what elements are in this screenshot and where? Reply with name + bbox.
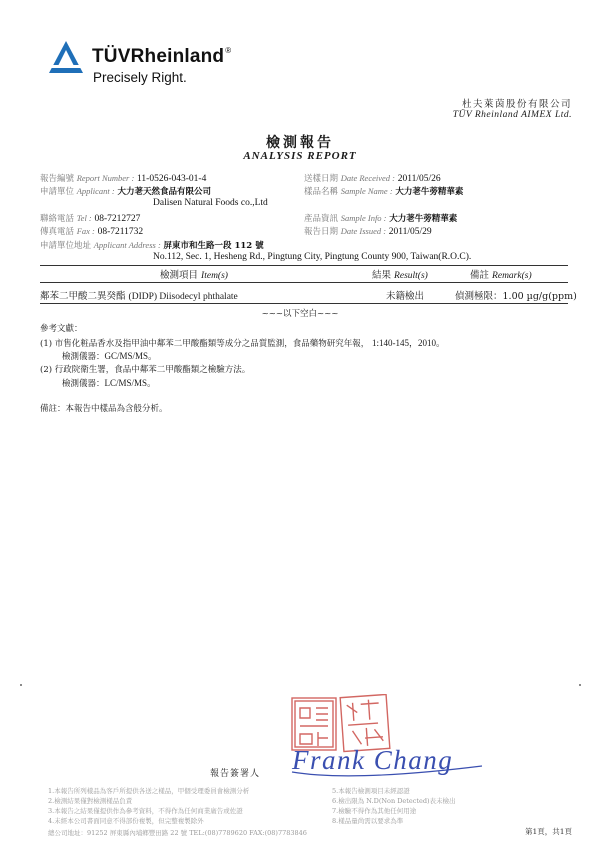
signatory-label: 報告簽署人 [210, 769, 261, 779]
page-number: 第1頁，共1頁 [524, 827, 572, 836]
address-value-zh: 屏東市和生路一段 112 號 [163, 241, 264, 251]
company-name-zh: 杜夫萊茵股份有限公司 [461, 99, 572, 110]
header-item: 檢測項目 Item(s) [160, 270, 228, 281]
fax-row: 傳真電話 Fax : 08-7211732 [40, 226, 144, 237]
scan-dot [579, 684, 581, 686]
reference-1: (1) 市售化粧品香水及指甲油中鄰苯二甲酸酯類等成分之品質監測，食品藥物研究年報， 1:140-145，2010。 [40, 338, 445, 349]
date-issued-row: 報告日期 Date Issued : 2011/05/29 [304, 226, 432, 237]
applicant-value-en: Dalisen Natural Foods co.,Ltd [153, 198, 268, 208]
applicant-value-zh: 大力荖天然食品有限公司 [117, 187, 211, 197]
footer-address: 總公司地址：91252 屏東縣內埔鄉豐田路 22 號 TEL:(08)7789620 FAX:(08)7783846 [48, 829, 307, 837]
signature-name: Frank Chang [292, 745, 454, 775]
scan-dot [20, 684, 22, 686]
footer-note-6: 6.檢出限為 N.D(Non Detected)表未檢出 [332, 797, 456, 805]
table-row-remark: 偵測極限：1.00 µg/g(ppm) [455, 291, 577, 302]
footer-note-8: 8.樣品量尚需以要求為準 [332, 817, 404, 825]
blank-below-note: ~~~以下空白~~~ [261, 309, 339, 319]
tuv-logo-icon [48, 40, 84, 74]
company-name-en: TÜV Rheinland AIMEX Ltd. [452, 110, 572, 120]
sample-name-row: 樣品名稱 Sample Name : 大力荖牛蒡精華素 [304, 186, 464, 197]
footer-note-7: 7.檢驗不得作為其他任何用途 [332, 807, 417, 815]
reference-2-instrument: 檢測儀器：LC/MS/MS。 [62, 378, 157, 389]
table-row-result: 未籍檢出 [386, 291, 425, 302]
brand-tagline: Precisely Right. [93, 70, 187, 85]
remark-note: 備註：本報告中樣品為含般分析。 [40, 404, 168, 414]
report-title-zh: 檢測報告 [266, 135, 334, 151]
tel-row: 聯絡電話 Tel : 08-7212727 [40, 213, 141, 224]
footer-note-5: 5.本報告檢測項目未經認證 [332, 787, 410, 795]
table-bottom-rule [40, 303, 568, 304]
date-received-value: 2011/05/26 [397, 174, 441, 184]
address-en-row [153, 252, 471, 262]
reference-2: (2) 行政院衛生署，食品中鄰苯二甲酸酯類之檢驗方法。 [40, 365, 251, 375]
report-number-row: 報告編號 Report Number : 11-0526-043-01-4 [40, 173, 207, 184]
sample-info-value: 大力荖牛蒡精華素 [389, 214, 458, 224]
header-remark: 備註 Remark(s) [470, 270, 532, 281]
fax-value: 08-7211732 [97, 227, 144, 237]
sample-info-row: 產品資訊 Sample Info : 大力荖牛蒡精華素 [304, 213, 458, 224]
report-number-value: 11-0526-043-01-4 [137, 174, 207, 184]
header-result: 結果 Result(s) [372, 270, 428, 281]
references-title: 參考文獻： [40, 324, 83, 334]
sample-name-value: 大力荖牛蒡精華素 [395, 187, 464, 197]
report-title-en: ANALYSIS REPORT [243, 150, 357, 162]
footer-note-3: 3.本報告之結果僅提供作為參考資料，不得作為任何商業廣告或佐證 [48, 807, 243, 815]
applicant-row: 申請單位 Applicant : 大力荖天然食品有限公司 [40, 186, 211, 197]
date-issued-value: 2011/05/29 [388, 227, 432, 237]
footer-note-2: 2.檢測結果僅對檢測樣品負責 [48, 797, 133, 805]
tel-value: 08-7212727 [94, 214, 141, 224]
address-value-en: No.112, Sec. 1, Hesheng Rd., Pingtung City, Pingtung County 900, Taiwan(R.O.C). [153, 252, 472, 262]
reference-1-instrument: 檢測儀器：GC/MS/MS。 [62, 351, 158, 362]
table-header-rule [40, 282, 568, 283]
date-received-row: 送樣日期 Date Received : 2011/05/26 [304, 173, 441, 184]
address-row: 申請單位地址 Applicant Address : 屏東市和生路一段 112 號 [40, 240, 264, 251]
table-row-item: 鄰苯二甲酸二異癸酯 (DIDP) Diisodecyl phthalate [40, 291, 238, 302]
footer-note-1: 1.本報告所列樣品為客戶所提供各送之樣品，甲個受理委員會檢測分析 [48, 787, 250, 795]
brand-name: TÜVRheinland® [92, 46, 232, 67]
table-top-rule [40, 265, 568, 266]
applicant-en-row [153, 198, 268, 208]
footer-note-4: 4.未經本公司書面同意不得部份複製，但完整複製除外 [48, 817, 204, 825]
